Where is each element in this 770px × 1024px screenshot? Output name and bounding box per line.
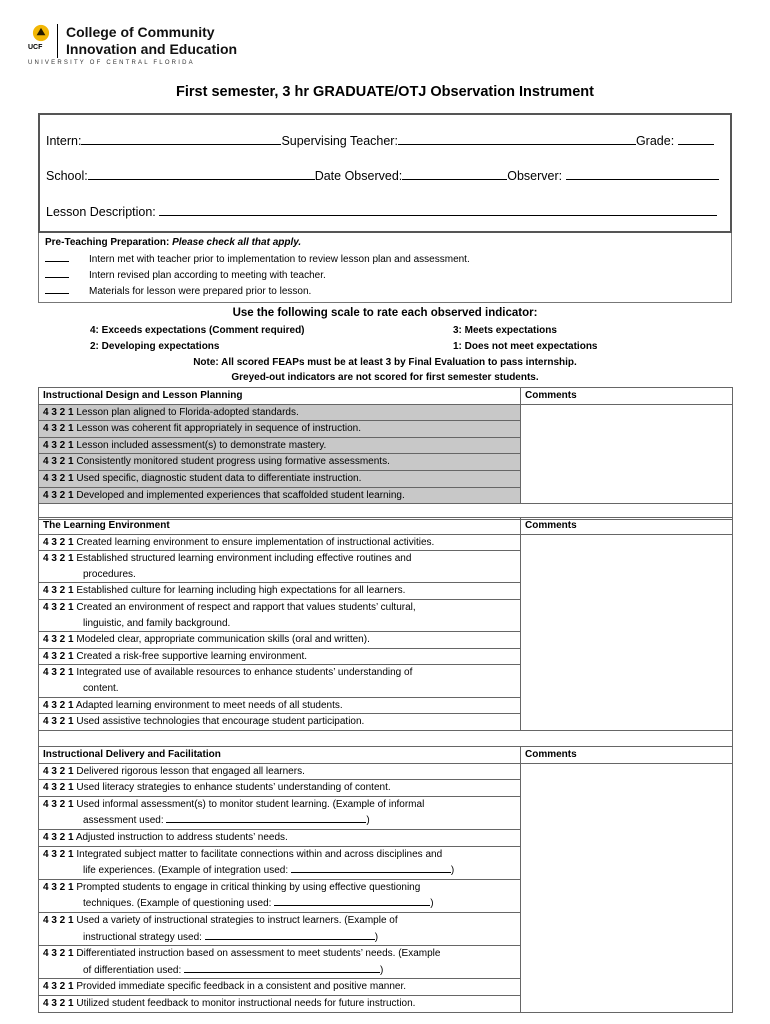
- indicator-row: 4 3 2 1 Integrated subject matter to facilitate connections within and across disciplines and life experiences. (Example of integration used: ): [39, 846, 733, 879]
- example-field[interactable]: [291, 862, 451, 873]
- indicator-row: 4 3 2 1 Developed and implemented experiences that scaffolded student learning.: [39, 487, 733, 504]
- example-field[interactable]: [184, 962, 380, 973]
- indicator-row: 4 3 2 1 Modeled clear, appropriate communication skills (oral and written).: [39, 632, 733, 649]
- pre-teaching-section: [38, 233, 732, 303]
- section-header-row: [39, 747, 733, 764]
- indicator-row: 4 3 2 1 Used literacy strategies to enhance students’ understanding of content.: [39, 780, 733, 797]
- indicator-row: 4 3 2 1 Lesson included assessment(s) to demonstrate mastery.: [39, 437, 733, 454]
- section-table-environment: [38, 517, 733, 747]
- university-name: UNIVERSITY OF CENTRAL FLORIDA: [28, 60, 195, 66]
- intern-info-box: [38, 113, 732, 233]
- org-line-2: Innovation and Education: [66, 41, 238, 57]
- comments-box[interactable]: [521, 404, 733, 504]
- org-name: [66, 24, 237, 58]
- supervising-teacher-label: Supervising Teacher:: [281, 134, 398, 148]
- example-field[interactable]: [166, 812, 366, 823]
- indicator-row: 4 3 2 1 Lesson was coherent fit appropriately in sequence of instruction.: [39, 421, 733, 438]
- indicator-row: 4 3 2 1 Used a variety of instructional strategies to instruct learners. (Example of instructional strategy used: ): [39, 912, 733, 945]
- pre-teaching-item: Materials for lesson were prepared prior to lesson.: [45, 284, 311, 297]
- scale-note: Note: All scored FEAPs must be at least 3 by Final Evaluation to pass internship.: [193, 357, 577, 368]
- scale-greyed-note: Greyed-out indicators are not scored for first semester students.: [231, 372, 539, 383]
- scale-4: 4: Exceeds expectations (Comment required): [90, 325, 305, 336]
- comments-header: Comments: [521, 747, 733, 764]
- scale-heading: Use the following scale to rate each observed indicator:: [232, 307, 538, 319]
- indicator-row: 4 3 2 1 Delivered rigorous lesson that engaged all learners.: [39, 763, 733, 780]
- section-header-row: [39, 518, 733, 535]
- comments-box[interactable]: [521, 534, 733, 730]
- school-row: [46, 167, 719, 183]
- indicator-row: 4 3 2 1 Adjusted instruction to address students’ needs.: [39, 829, 733, 846]
- logo-divider: [57, 24, 58, 58]
- indicator-row: 4 3 2 1 Created an environment of respect and rapport that values students’ cultural, linguistic, and family background.: [39, 599, 733, 631]
- lesson-description-row: [46, 203, 717, 219]
- page-title: First semester, 3 hr GRADUATE/OTJ Observation Instrument: [176, 84, 594, 100]
- lesson-description-field[interactable]: [159, 203, 717, 216]
- school-field[interactable]: [88, 167, 315, 180]
- section-table-design: [38, 387, 733, 520]
- grade-label: Grade:: [635, 134, 675, 148]
- indicator-row: 4 3 2 1 Integrated use of available resources to enhance students’ understanding of content.: [39, 665, 733, 697]
- pre-teaching-heading: Pre-Teaching Preparation: Please check all that apply.: [45, 237, 302, 248]
- indicator-row: 4 3 2 1 Established culture for learning including high expectations for all learners.: [39, 583, 733, 600]
- comments-header: Comments: [521, 518, 733, 535]
- grade-field[interactable]: [678, 132, 714, 145]
- pre-teaching-item: Intern met with teacher prior to implementation to review lesson plan and assessment.: [45, 252, 470, 265]
- section-title: The Learning Environment: [39, 518, 521, 535]
- ucf-pegasus-logo: [30, 22, 52, 44]
- spacer-row: [39, 730, 733, 746]
- indicator-row: 4 3 2 1 Created learning environment to ensure implementation of instructional activities.: [39, 534, 733, 551]
- indicator-row: 4 3 2 1 Used specific, diagnostic student data to differentiate instruction.: [39, 470, 733, 487]
- date-observed-field[interactable]: [402, 167, 507, 180]
- check-blank[interactable]: [45, 268, 69, 278]
- indicator-row: 4 3 2 1 Used assistive technologies that encourage student participation.: [39, 714, 733, 731]
- section-header-row: [39, 388, 733, 405]
- section-title: Instructional Design and Lesson Planning: [39, 388, 521, 405]
- pre-teaching-item: Intern revised plan according to meeting with teacher.: [45, 268, 326, 281]
- intern-row: [46, 132, 714, 148]
- supervising-teacher-field[interactable]: [398, 132, 636, 145]
- indicator-row: 4 3 2 1 Consistently monitored student progress using formative assessments.: [39, 454, 733, 471]
- scale-3: 3: Meets expectations: [453, 325, 557, 336]
- indicator-row: 4 3 2 1 Utilized student feedback to monitor instructional needs for future instruction.: [39, 995, 733, 1012]
- intern-field[interactable]: [81, 132, 281, 145]
- example-field[interactable]: [274, 895, 430, 906]
- indicator-row: 4 3 2 1 Used informal assessment(s) to monitor student learning. (Example of informal assessment used: ): [39, 796, 733, 829]
- indicator-row: 4 3 2 1 Adapted learning environment to meet needs of all students.: [39, 697, 733, 714]
- indicator-row: 4 3 2 1 Provided immediate specific feedback in a consistent and positive manner.: [39, 979, 733, 996]
- indicator-row: 4 3 2 1 Prompted students to engage in critical thinking by using effective questioning techniques. (Example of questioning used: ): [39, 879, 733, 912]
- example-field[interactable]: [205, 929, 375, 940]
- check-blank[interactable]: [45, 252, 69, 262]
- section-title: Instructional Delivery and Facilitation: [39, 747, 521, 764]
- observer-label: Observer:: [507, 169, 563, 183]
- ucf-mark: UCF: [28, 44, 43, 51]
- org-line-1: College of Community: [66, 24, 215, 40]
- indicator-row: 4 3 2 1 Established structured learning environment including effective routines and procedures.: [39, 551, 733, 583]
- school-label: School:: [46, 169, 88, 183]
- observer-field[interactable]: [566, 167, 719, 180]
- comments-header: Comments: [521, 388, 733, 405]
- comments-box[interactable]: [521, 763, 733, 1012]
- section-table-delivery: [38, 746, 733, 1013]
- intern-label: Intern:: [46, 134, 82, 148]
- date-observed-label: Date Observed:: [314, 169, 403, 183]
- pre-teaching-instruction: Please check all that apply.: [172, 237, 302, 248]
- indicator-row: 4 3 2 1 Lesson plan aligned to Florida-adopted standards.: [39, 404, 733, 421]
- scale-1: 1: Does not meet expectations: [453, 341, 598, 352]
- lesson-description-label: Lesson Description:: [46, 205, 156, 219]
- check-blank[interactable]: [45, 284, 69, 294]
- scale-2: 2: Developing expectations: [90, 341, 220, 352]
- indicator-row: 4 3 2 1 Created a risk-free supportive learning environment.: [39, 648, 733, 665]
- indicator-row: 4 3 2 1 Differentiated instruction based on assessment to meet students’ needs. (Example of differentiation used: ): [39, 946, 733, 979]
